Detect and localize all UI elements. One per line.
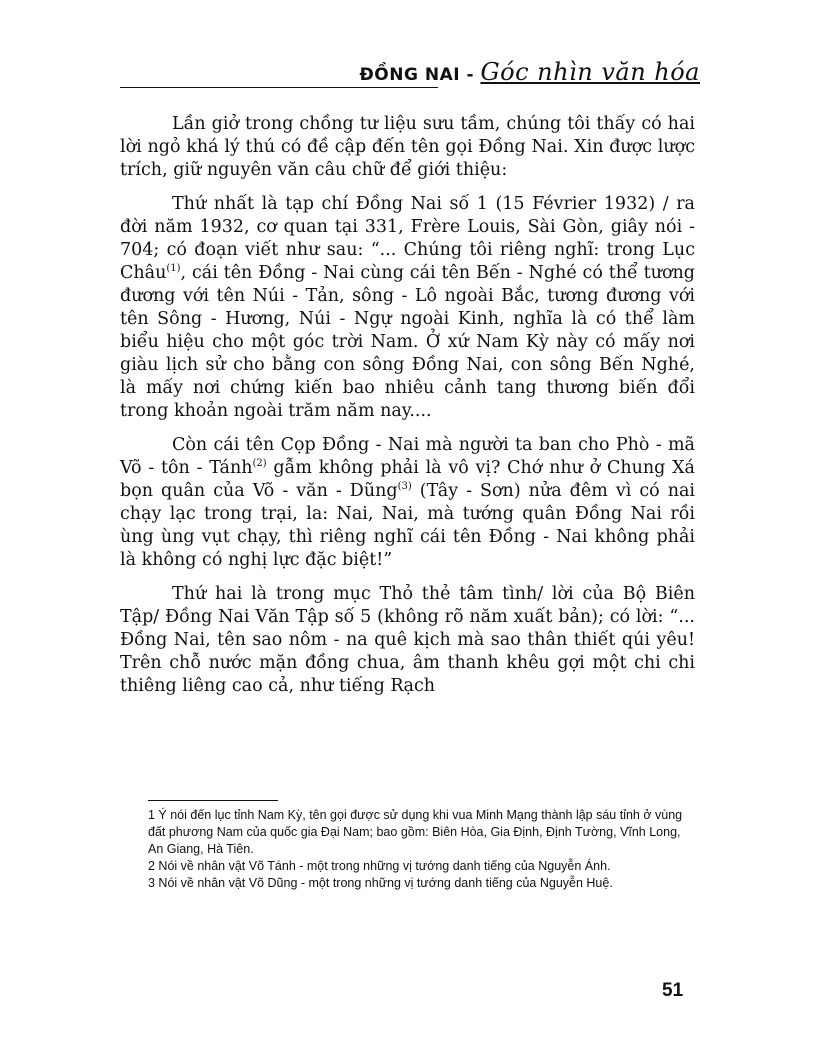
paragraph bbox=[120, 434, 695, 572]
paragraph bbox=[120, 193, 695, 423]
paragraph bbox=[120, 583, 695, 698]
header-title-script: Góc nhìn văn hóa bbox=[480, 58, 700, 86]
running-header bbox=[120, 58, 700, 94]
footnote-ref: (2) bbox=[252, 458, 267, 470]
paragraph-text: Còn cái tên Cọp Đồng - Nai mà người ta ban cho Phò - mã Võ - tôn - Tánh bbox=[120, 435, 695, 478]
paragraph-text: gẫm không phải là vô vị? Chớ như ở Chung Xá bọn quân của Võ - văn - Dũng bbox=[120, 458, 695, 501]
main-text bbox=[120, 113, 695, 709]
footnote-ref: (3) bbox=[397, 481, 412, 493]
paragraph-text: (Tây - Sơn) nửa đêm vì có nai chạy lạc trong trại, la: Nai, Nai, mà tướng quân Đồng Nai rồi ùng ùng vụt chạy, thì riêng nghĩ cái tên Đồng - Nai không phải là không có nghị lực đặc biệt!” bbox=[120, 481, 695, 570]
footnote-ref: (1) bbox=[166, 263, 181, 275]
paragraph-text: Thứ hai là trong mục Thỏ thẻ tâm tình/ lời của Bộ Biên Tập/ Đồng Nai Văn Tập số 5 (không rõ năm xuất bản); có lời: “... Đồng Nai, tên sao nôm - na quê kịch mà sao thân thiết qúi yêu! Trên chỗ nước mặn đồng chua, âm thanh khêu gợi một chi chi thiêng liêng cao cả, như tiếng Rạch bbox=[120, 584, 695, 696]
paragraph-text: Lần giở trong chồng tư liệu sưu tầm, chúng tôi thấy có hai lời ngỏ khá lý thú có đề cập đến tên gọi Đồng Nai. Xin được lược trích, giữ nguyên văn câu chữ để giới thiệu: bbox=[120, 114, 695, 180]
header-title bbox=[360, 58, 700, 86]
footnote: 3 Nói về nhân vật Võ Dũng - một trong những vị tướng danh tiếng của Nguyễn Huệ. bbox=[148, 876, 613, 890]
header-rule bbox=[120, 87, 438, 88]
paragraph bbox=[120, 113, 695, 182]
paragraph-text: Thứ nhất là tạp chí Đồng Nai số 1 (15 Février 1932) / ra đời năm 1932, cơ quan tại 331, Frère Louis, Sài Gòn, giây nói - 704; có đoạn viết như sau: “... Chúng tôi riêng nghĩ: trong Lục Châu bbox=[120, 194, 695, 283]
footnote: 1 Ý nói đến lục tỉnh Nam Kỳ, tên gọi được sử dụng khi vua Minh Mạng thành lập sáu tỉnh ở vùng đất phương Nam của quốc gia Đại Nam; bao gồm: Biên Hòa, Gia Định, Định Tường, Vĩnh Long, An Giang, Hà Tiên. bbox=[148, 808, 683, 856]
footnotes bbox=[148, 807, 696, 892]
footnote-rule bbox=[148, 800, 278, 801]
paragraph-text: , cái tên Đồng - Nai cùng cái tên Bến - Nghé có thể tương đương với tên Núi - Tản, sông - Lô ngoài Bắc, tương đương với tên Sông - Hương, Núi - Ngự ngoài Kinh, nghĩa là có thể làm biểu hiệu cho một góc trời Nam. Ở xứ Nam Kỳ này có mấy nơi giàu lịch sử cho bằng con sông Đồng Nai, con sông Bến Nghé, là mấy nơi chứng kiến bao nhiêu cảnh tang thương biến đổi trong khoản ngoài trăm năm nay.... bbox=[120, 263, 695, 421]
footnote: 2 Nói về nhân vật Võ Tánh - một trong những vị tướng danh tiếng của Nguyễn Ánh. bbox=[148, 859, 611, 873]
header-title-bold: ĐỒNG NAI - bbox=[359, 65, 481, 85]
page-number: 51 bbox=[662, 980, 684, 1001]
